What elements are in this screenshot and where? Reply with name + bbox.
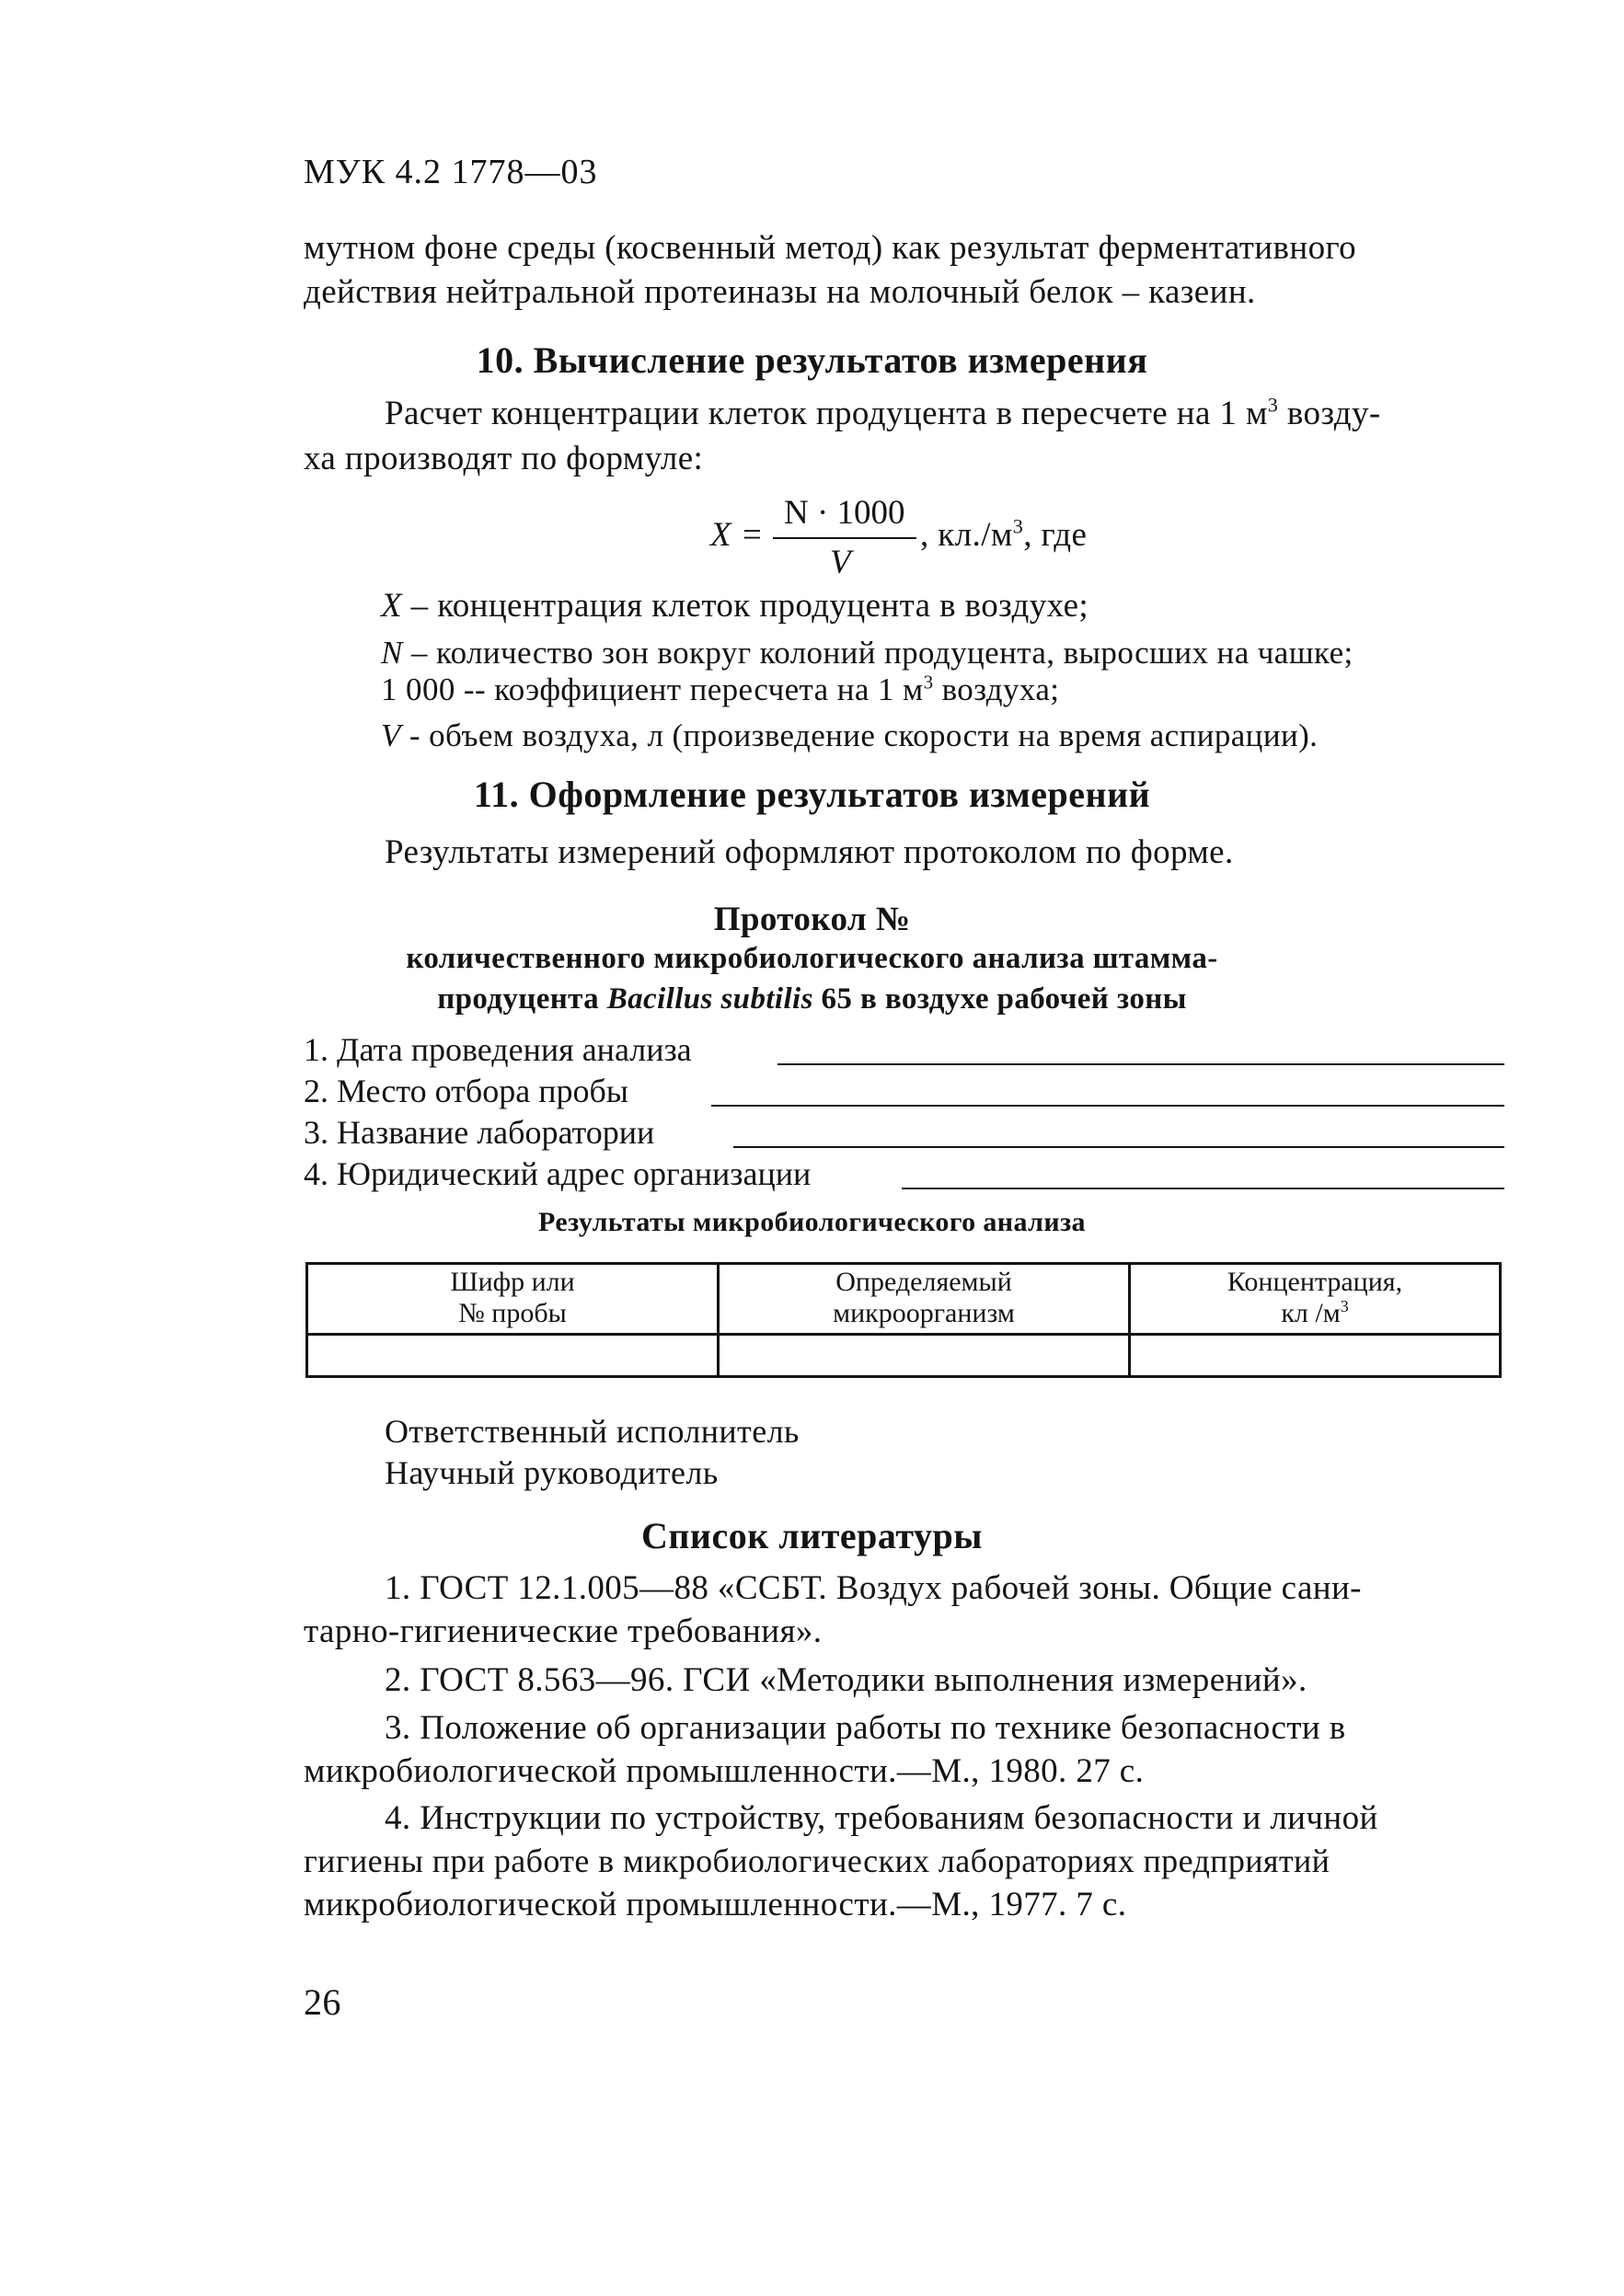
section-11-title: 11. Оформление результатов измерений — [473, 774, 1151, 815]
reference-1-line-1: 1. ГОСТ 12.1.005—88 «ССБТ. Воздух рабочей зоны. Общие сани- — [385, 1569, 1362, 1607]
results-table-title: Результаты микробиологического анализа — [538, 1207, 1086, 1237]
protocol-title: Протокол № — [713, 901, 911, 938]
header-concentration: Концентрация, кл $/м^3$ — [1130, 1264, 1501, 1335]
header-microorganism: Определяемый микроорганизм — [719, 1264, 1130, 1335]
intro-line-2: действия нейтральной протеиназы на молочный белок – казеин. — [304, 273, 1256, 311]
formula-unit: , $кл./м^3$, где — [920, 514, 1088, 554]
formula-numerator: N · 1000 — [784, 494, 905, 532]
formula-denominator: V — [830, 544, 851, 581]
empty-cell-microorganism — [719, 1335, 1130, 1377]
field-legal-address-line — [902, 1188, 1504, 1189]
field-analysis-date: 1. Дата проведения анализа — [304, 1030, 1504, 1071]
field-sampling-place: 2. Место отбора пробы — [304, 1072, 1504, 1112]
field-laboratory-name-line — [733, 1146, 1504, 1148]
reference-4-line-1: 4. Инструкции по устройству, требованиям безопасности и личной — [385, 1799, 1378, 1837]
reference-2: 2. ГОСТ 8.563—96. ГСИ «Методики выполнения измерений». — [385, 1661, 1307, 1699]
field-legal-address: 4. Юридический адрес организации — [304, 1154, 1504, 1195]
header-sample-code: Шифр или № пробы — [307, 1264, 719, 1335]
reference-1-line-2: тарно-гигиенические требования». — [304, 1613, 823, 1650]
reference-3-line-2: микробиологической промышленности.—М., 1980. 27 с. — [304, 1752, 1145, 1790]
formula-fraction-bar — [773, 537, 916, 539]
reference-4-line-2: гигиены при работе в микробиологических лабораториях предприятий — [304, 1843, 1330, 1879]
document-code: МУК 4.2 1778—03 — [304, 153, 598, 191]
signature-supervisor: Научный руководитель — [385, 1454, 719, 1491]
field-analysis-date-line — [777, 1063, 1504, 1065]
page-number: 26 — [304, 1981, 341, 2023]
definition-x: X – концентрация клеток продуцента в воздухе; — [381, 587, 1089, 625]
signature-executor: Ответственный исполнитель — [385, 1413, 800, 1450]
protocol-subtitle-line-1: количественного микробиологического анализа штамма- — [406, 942, 1218, 975]
empty-cell-sample-code — [307, 1335, 719, 1377]
section-11-paragraph: Результаты измерений оформляют протоколом по форме. — [385, 833, 1234, 871]
references-title: Список литературы — [641, 1515, 983, 1556]
section-10-paragraph-line-1: Расчет концентрации клеток продуцента в пересчете на 1 $м^3$ возду- — [385, 393, 1381, 432]
protocol-subtitle-line-2: продуцента Bacillus subtilis 65 в воздухе рабочей зоны — [437, 982, 1187, 1016]
definition-1000: 1 000 -- коэффициент пересчета на 1 $м^3$ воздуха; — [381, 671, 1060, 707]
definition-v: V - объем воздуха, л (произведение скорости на время аспирации). — [381, 718, 1319, 753]
empty-cell-concentration — [1130, 1335, 1501, 1377]
field-sampling-place-line — [711, 1105, 1504, 1107]
formula-lhs: X = — [710, 516, 765, 554]
results-table — [305, 1262, 1502, 1378]
reference-3-line-1: 3. Положение об организации работы по технике безопасности в — [385, 1709, 1346, 1747]
field-laboratory-name: 3. Название лаборатории — [304, 1113, 1504, 1154]
reference-4-line-3: микробиологической промышленности.—М., 1977. 7 с. — [304, 1886, 1127, 1923]
results-table-header-row — [307, 1264, 1501, 1335]
intro-line-1: мутном фоне среды (косвенный метод) как результат ферментативного — [304, 229, 1357, 267]
section-10-paragraph-line-2: ха производят по формуле: — [304, 440, 704, 477]
definition-n: N – количество зон вокруг колоний продуцента, выросших на чашке; — [381, 635, 1353, 671]
section-10-title: 10. Вычисление результатов измерения — [476, 339, 1148, 381]
results-table-empty-row — [307, 1335, 1501, 1377]
